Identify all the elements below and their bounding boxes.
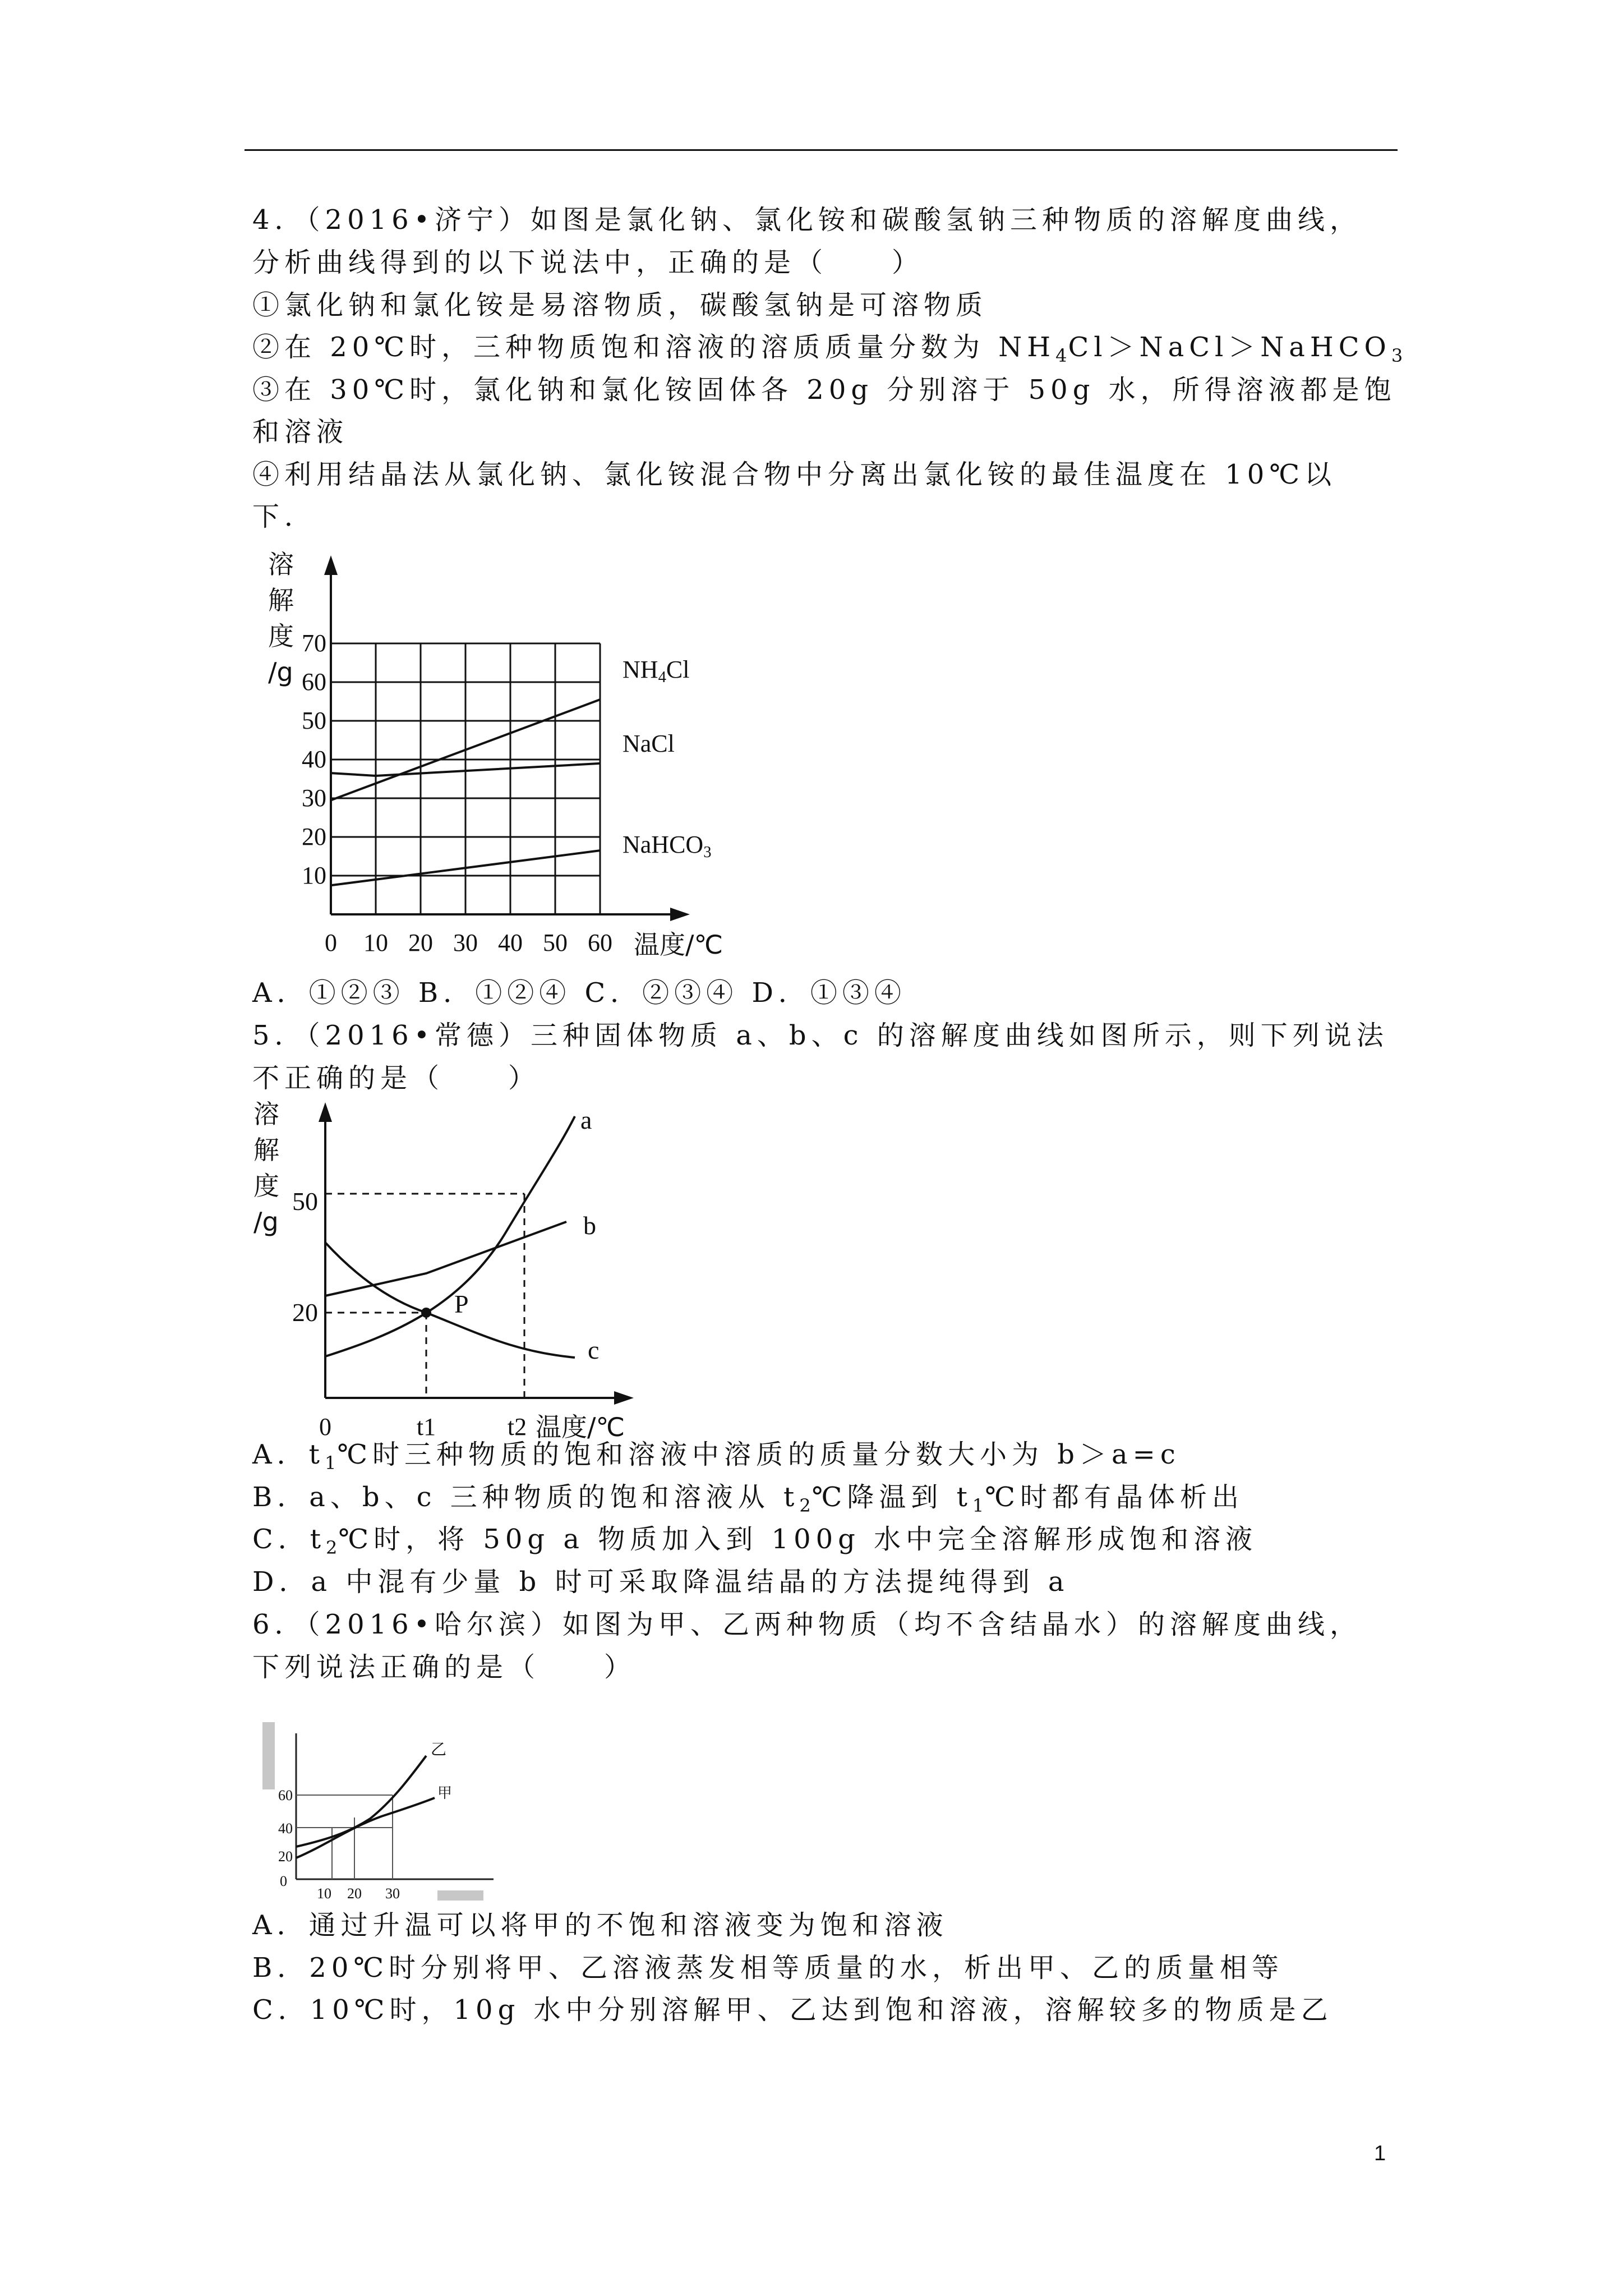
x-tick-label: 0	[325, 929, 337, 956]
q6-option-c: C．10℃时，10g 水中分别溶解甲、乙达到饱和溶液，溶解较多的物质是乙	[252, 1994, 1333, 2026]
q6-stem-line-1: 6．（2016•哈尔滨）如图为甲、乙两种物质（均不含结晶水）的溶解度曲线，	[252, 1609, 1362, 1640]
series-label-a: a	[580, 1106, 592, 1134]
y-tick-label: 20	[292, 1298, 318, 1327]
y-axis-label: 解	[268, 585, 294, 615]
x-tick-label: 50	[543, 929, 568, 956]
y-tick-label: 40	[302, 746, 326, 773]
x-axis-label: 温度/℃	[536, 1412, 625, 1442]
series-label-c: c	[588, 1336, 600, 1364]
q4-statement-2: ②在 20℃时，三种物质饱和溶液的溶质质量分数为 $NH_4Cl>NaCl>NaHCO_3$	[252, 332, 1404, 366]
x-axis-label-blurred	[437, 1890, 483, 1901]
y-tick-label: 50	[292, 1187, 318, 1216]
x-tick-label: 40	[498, 929, 523, 956]
q4-stem-line-2: 分析曲线得到的以下说法中，正确的是（ ）	[252, 247, 924, 278]
q5-stem-line-2: 不正确的是（ ）	[252, 1062, 541, 1094]
series-curve-yi	[296, 1756, 426, 1847]
y-tick-label: 50	[302, 707, 326, 734]
y-axis-label: 溶	[268, 549, 294, 579]
x-tick-label: 10	[317, 1885, 331, 1902]
y-axis-label: /g	[253, 1207, 279, 1237]
y-axis-label: /g	[268, 657, 293, 687]
q4-statement-4-line-2: 下．	[252, 501, 317, 532]
x-axis-label: 温度/℃	[634, 930, 723, 960]
q4-statement-3-line-1: ③在 30℃时，氯化钠和氯化铵固体各 20g 分别溶于 50g 水，所得溶液都是饱	[252, 374, 1396, 406]
x-tick-label-t1: t1	[416, 1413, 436, 1441]
series-label-b: b	[583, 1211, 596, 1240]
q4-stem-line-1: 4．（2016•济宁）如图是氯化钠、氯化铵和碳酸氢钠三种物质的溶解度曲线，	[252, 204, 1362, 236]
q4-statement-3-line-2: 和溶液	[252, 416, 349, 448]
y-axis-label: 度	[268, 621, 294, 651]
q5-stem-line-1: 5．（2016•常德）三种固体物质 a、b、c 的溶解度曲线如图所示，则下列说法	[252, 1020, 1389, 1051]
y-tick-label: 10	[302, 862, 326, 889]
y-axis-label-blurred	[262, 1722, 275, 1789]
series-label-nahco3: NaHCO3	[623, 831, 712, 861]
x-tick-label: 30	[453, 929, 478, 956]
x-tick-label: 30	[385, 1885, 400, 1902]
q6-stem-line-2: 下列说法正确的是（ ）	[252, 1651, 637, 1683]
y-axis-label: 溶	[253, 1099, 279, 1129]
y-tick-label: 60	[278, 1787, 293, 1803]
x-tick-label: 10	[363, 929, 388, 956]
y-tick-label: 20	[278, 1848, 293, 1865]
q6-option-a: A．通过升温可以将甲的不饱和溶液变为饱和溶液	[252, 1910, 948, 1941]
x-tick-label: 0	[319, 1413, 331, 1441]
x-tick-label: 20	[408, 929, 433, 956]
q4-options: A．①②③ B．①②④ C．②③④ D．①③④	[252, 977, 906, 1009]
q5-option-c: C．$t_2℃$时，将 50g a 物质加入到 100g 水中完全溶解形成饱和溶液	[252, 1524, 1258, 1558]
y-tick-label: 30	[302, 784, 326, 812]
page-number: 1	[1374, 2142, 1386, 2165]
y-tick-label: 60	[302, 668, 326, 696]
q4-statement-1: ①氯化钠和氯化铵是易溶物质，碳酸氢钠是可溶物质	[252, 289, 988, 321]
q5-option-a: A．$t_1℃$时三种物质的饱和溶液中溶质的质量分数大小为 b＞a=c	[252, 1439, 1181, 1474]
y-tick-label: 70	[302, 629, 326, 657]
y-tick-label: 20	[302, 823, 326, 850]
q4-statement-4-line-1: ④利用结晶法从氯化钠、氯化铵混合物中分离出氯化铵的最佳温度在 10℃以	[252, 459, 1337, 490]
q6-option-b: B．20℃时分别将甲、乙溶液蒸发相等质量的水，析出甲、乙的质量相等	[252, 1952, 1284, 1984]
point-p-label: P	[454, 1290, 469, 1318]
series-label-yi: 乙	[431, 1740, 447, 1759]
series-label-nh4cl: NH4Cl	[623, 656, 690, 686]
y-tick-label: 40	[278, 1820, 293, 1837]
y-axis-label: 度	[253, 1171, 279, 1201]
x-tick-label: 60	[588, 929, 612, 956]
x-tick-label-t2: t2	[507, 1413, 527, 1441]
series-label-nacl: NaCl	[623, 730, 675, 757]
series-label-jia: 甲	[437, 1785, 453, 1802]
q5-option-d: D．a 中混有少量 b 时可采取降温结晶的方法提纯得到 a	[252, 1566, 1069, 1598]
x-tick-label: 0	[280, 1873, 287, 1889]
y-axis-label: 解	[253, 1135, 279, 1165]
x-tick-label: 20	[347, 1885, 362, 1902]
q5-option-b: B．a、b、c 三种物质的饱和溶液从 $t_2℃$降温到 $t_1℃$时都有晶体析出	[252, 1481, 1244, 1516]
